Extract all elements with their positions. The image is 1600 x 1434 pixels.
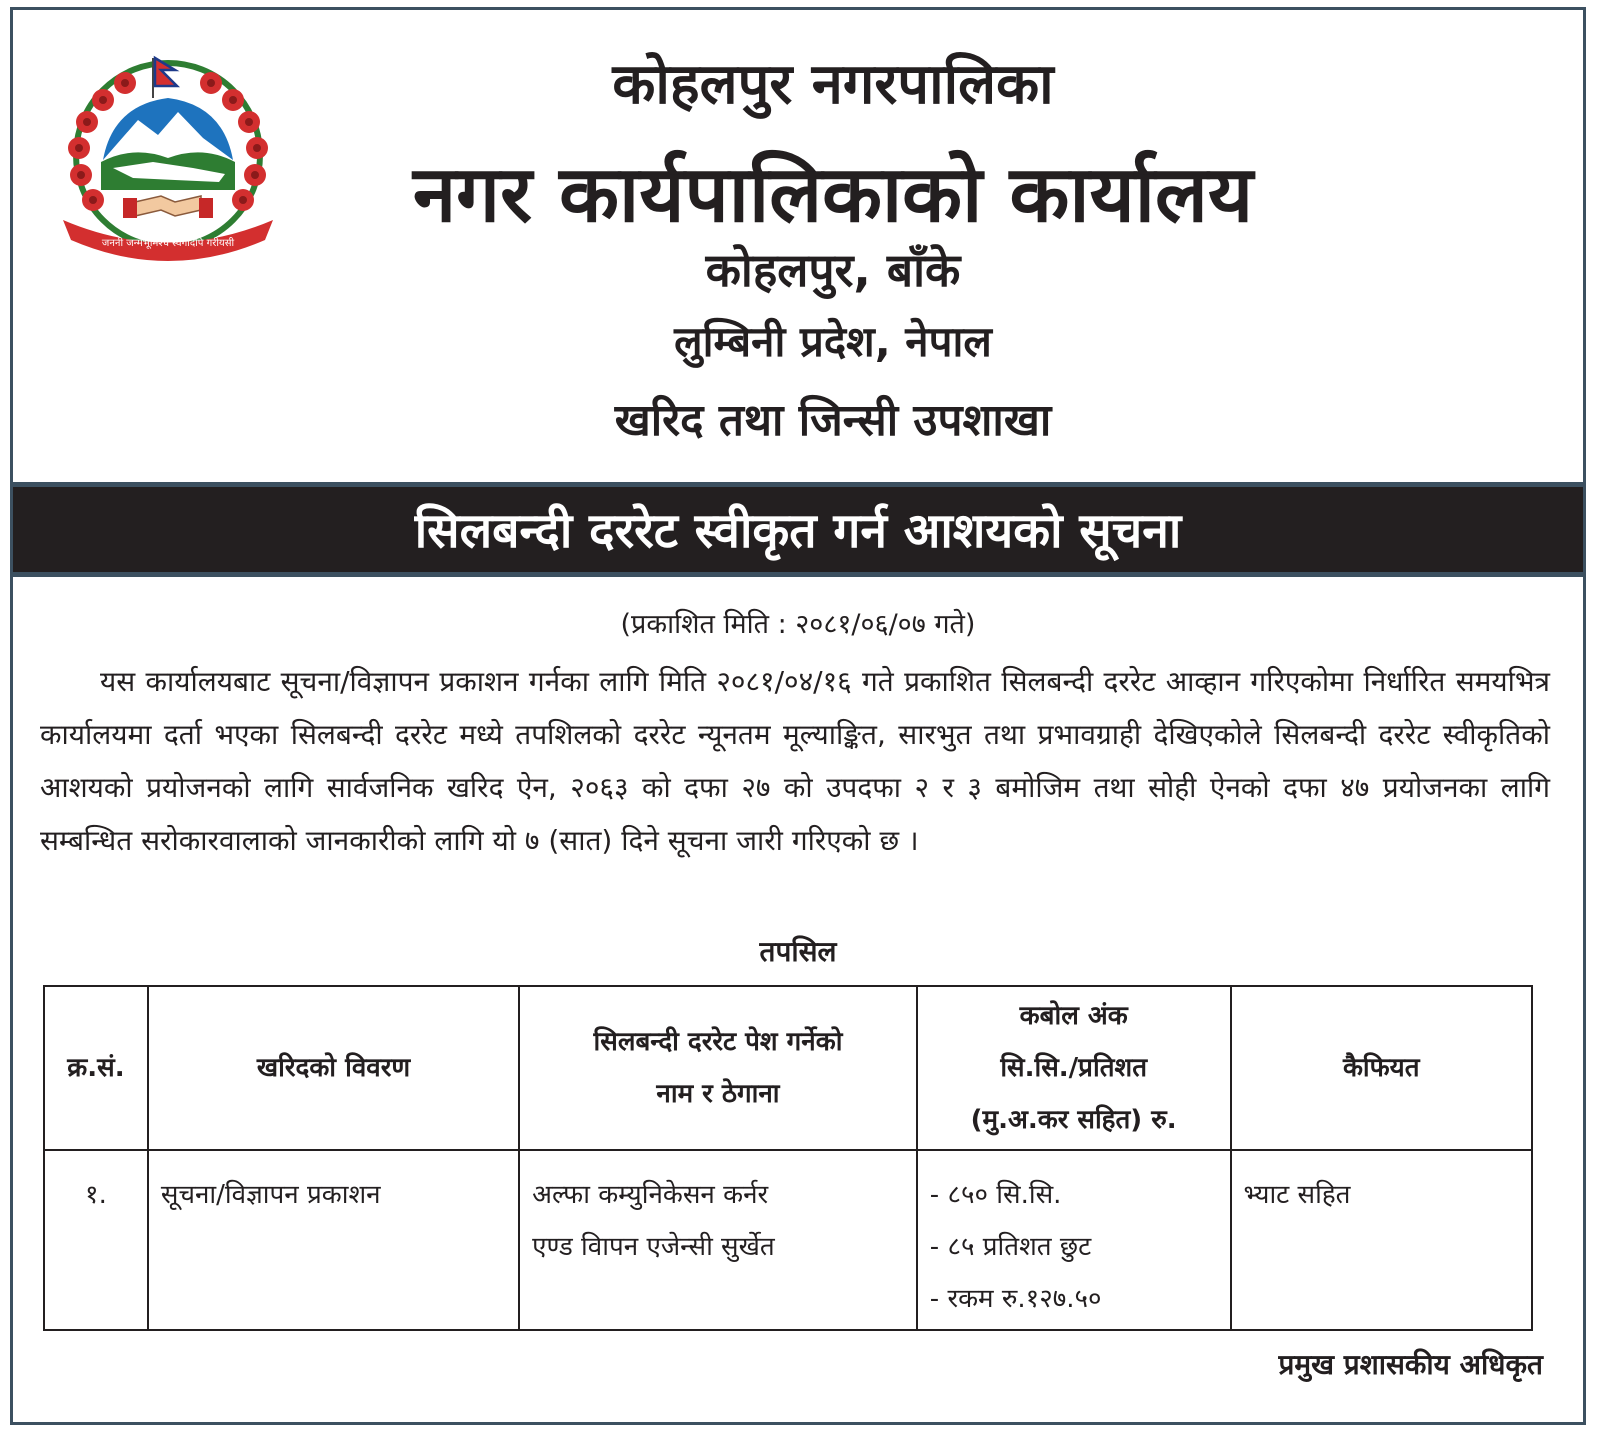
cell-bidder <box>519 1150 917 1330</box>
table-header-row <box>44 986 1532 1150</box>
header-sn: क्र.सं. <box>44 986 148 1150</box>
letterhead <box>13 10 1583 487</box>
emblem-motto: जननी जन्मभूमिश्च स्वर्गादपि गरीयसी <box>101 238 235 249</box>
header-description: खरिदको विवरण <box>148 986 519 1150</box>
header-bidder-line: सिलबन्दी दररेट पेश गर्नेको <box>593 1027 843 1057</box>
office-location: कोहलपुर, बाँके <box>705 243 961 297</box>
header-remarks: कैफियत <box>1231 986 1532 1150</box>
cell-sn: १. <box>44 1150 148 1330</box>
header-bidder-line: नाम र ठेगाना <box>656 1079 780 1109</box>
header-bid-amount <box>917 986 1231 1150</box>
office-name: नगर कार्यपालिकाको कार्यालय <box>412 150 1254 240</box>
notice-title-banner <box>13 487 1583 572</box>
cell-bid-amount <box>917 1150 1231 1330</box>
province-name: लुम्बिनी प्रदेश, नेपाल <box>674 317 992 366</box>
signatory-title: प्रमुख प्रशासकीय अधिकृत <box>1278 1348 1543 1381</box>
header-bidder <box>519 986 917 1150</box>
header-bid-line: (मु.अ.कर सहित) रु. <box>970 1105 1177 1135</box>
cell-bid-line: - रकम रु.१२७.५० <box>929 1284 1102 1314</box>
municipality-name: कोहलपुर नगरपालिका <box>612 52 1054 117</box>
published-date: (प्रकाशित मिति : २०८१/०६/०७ गते) <box>620 609 976 640</box>
table-row <box>44 1150 1532 1330</box>
header-bid-line: कबोल अंक <box>1019 1001 1128 1031</box>
cell-bid-line: - ८५० सि.सि. <box>929 1180 1062 1210</box>
cell-description: सूचना/विज्ञापन प्रकाशन <box>148 1150 519 1330</box>
notice-frame <box>10 7 1586 1425</box>
cell-bidder-line: एण्ड विापन एजेन्सी सुर्खेत <box>532 1232 775 1262</box>
notice-title: सिलबन्दी दररेट स्वीकृत गर्न आशयको सूचना <box>414 503 1182 559</box>
cell-bidder-line: अल्फा कम्युनिकेसन कर्नर <box>532 1180 769 1210</box>
bid-table <box>43 985 1533 1331</box>
cell-bid-line: - ८५ प्रतिशत छुट <box>929 1232 1092 1262</box>
header-bid-line: सि.सि./प्रतिशत <box>1000 1053 1148 1083</box>
subsection-name: खरिद तथा जिन्सी उपशाखा <box>614 395 1052 446</box>
notice-body: यस कार्यालयबाट सूचना/विज्ञापन प्रकाशन गर्नका लागि मिति २०८१/०४/१६ गते प्रकाशित सिलबन्दी दररेट आव्हान गरिएकोमा निर्धारित समयभित्र कार्यालयमा दर्ता भएका सिलबन्दी दररेट मध्ये तपशिलको दररेट न्यूनतम मूल्याङ्कित, सारभुत तथा प्रभावग्राही देखिएकोले सिलबन्दी दररेट स्वीकृतिको आशयको प्रयोजनको लागि सार्वजनिक खरिद ऐन, २०६३ को दफा २७ को उपदफा २ र ३ बमोजिम तथा सोही ऐनको दफा ४७ प्रयोजनका लागि सम्बन्धित सरोकारवालाको जानकारीको लागि यो ७ (सात) दिने सूचना जारी गरिएको छ । <box>40 665 1550 857</box>
schedule-heading: तपसिल <box>759 935 837 968</box>
handshake-icon <box>123 196 213 218</box>
divider-bottom <box>13 572 1583 577</box>
cell-remarks: भ्याट सहित <box>1231 1150 1532 1330</box>
